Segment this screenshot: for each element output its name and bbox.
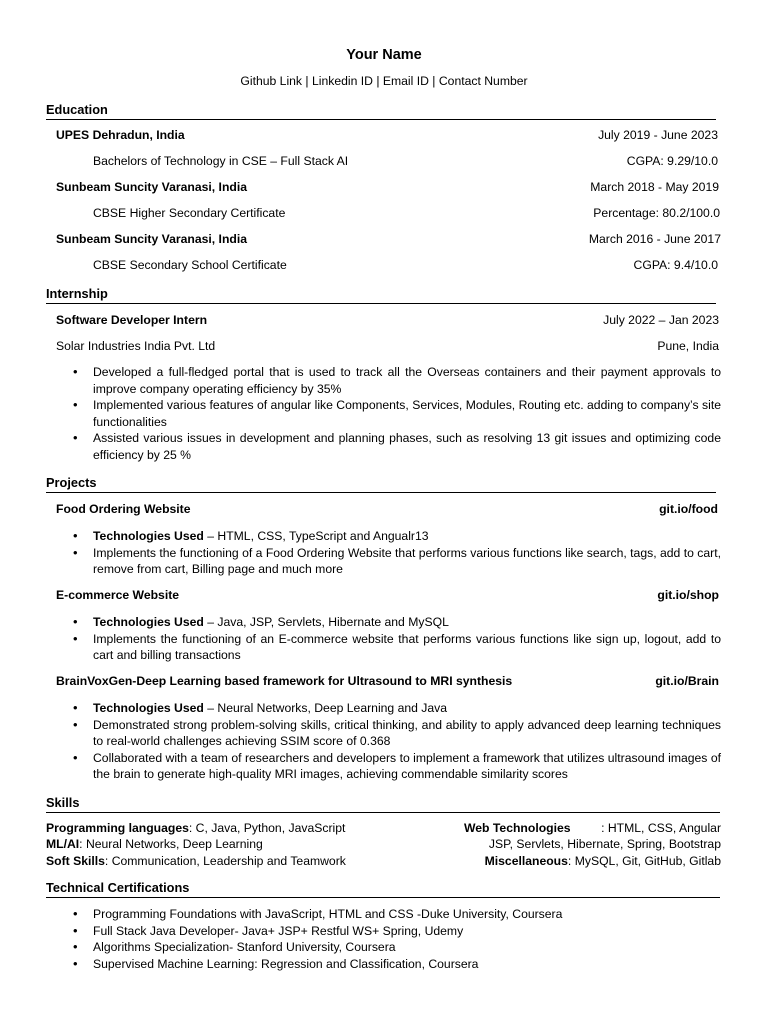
tech-label: Technologies Used — [93, 615, 204, 629]
project-link[interactable]: git.io/shop — [657, 588, 719, 602]
skill-value: : MySQL, Git, GitHub, Gitlab — [567, 854, 721, 868]
list-item — [93, 614, 721, 631]
list-item: • Supervised Machine Learning: Regression and Classification, Coursera — [93, 956, 721, 973]
list-item: • Algorithms Specialization- Stanford University, Coursera — [93, 939, 721, 956]
internship-location: Pune, India — [657, 339, 719, 353]
degree: CBSE Secondary School Certificate — [93, 258, 287, 272]
tech-list: – HTML, CSS, TypeScript and Angualr13 — [203, 529, 429, 543]
tech-label: Technologies Used — [93, 529, 204, 543]
education-row — [56, 179, 719, 196]
internship-section-header — [46, 286, 716, 304]
project-name: E-commerce Website — [56, 588, 180, 602]
skill-soft — [46, 853, 346, 870]
list-item: • Assisted various issues in development and planning phases, such as resolving 13 git issues and optimizing code efficiency by 25 % — [93, 430, 721, 463]
skill-label: Programming languages — [46, 821, 189, 835]
project-title-row — [56, 673, 719, 690]
certification-bullets — [93, 906, 721, 972]
section-divider — [46, 492, 716, 493]
section-divider — [46, 897, 720, 898]
school-name: UPES Dehradun, India — [56, 128, 185, 142]
education-detail-row — [93, 205, 720, 222]
skill-label: Web Technologies — [464, 821, 571, 835]
list-item: • Collaborated with a team of researchers and developers to implement a framework that utilizes ultrasound images of the brain to generate high-quality MRI images, achieving commendable similarity scores — [93, 750, 721, 783]
project-name: BrainVoxGen-Deep Learning based framework for Ultrasound to MRI synthesis — [56, 674, 513, 688]
skill-programming — [46, 820, 345, 837]
projects-section-header — [46, 475, 716, 493]
skill-label: Miscellaneous — [484, 854, 568, 868]
section-divider — [46, 303, 716, 304]
project-bullets — [93, 528, 721, 578]
education-title: Education — [46, 102, 108, 117]
education-section-header — [46, 102, 716, 120]
list-item: • Implements the functioning of a Food Ordering Website that performs various functions like search, tags, add to cart, remove from cart, Billing page and much more — [93, 545, 721, 578]
school-name: Sunbeam Suncity Varanasi, India — [56, 232, 248, 246]
tech-list: – Neural Networks, Deep Learning and Java — [203, 701, 448, 715]
school-name: Sunbeam Suncity Varanasi, India — [56, 180, 248, 194]
education-dates: July 2019 - June 2023 — [598, 128, 718, 142]
internship-company-row — [56, 338, 719, 355]
skill-mlai — [46, 836, 263, 853]
skill-web-continued: JSP, Servlets, Hibernate, Spring, Bootstrap — [488, 837, 721, 851]
education-score: Percentage: 80.2/100.0 — [593, 206, 720, 220]
candidate-name: Your Name — [346, 47, 422, 63]
skill-value: : C, Java, Python, JavaScript — [188, 821, 346, 835]
list-item — [93, 528, 721, 545]
list-item: • Implemented various features of angular like Components, Services, Modules, Routing etc. adding to company’s site functionalities — [93, 397, 721, 430]
list-item: • Implements the functioning of an E-commerce website that performs various functions like sign up, logout, add to cart and billing transactions — [93, 631, 721, 664]
degree: Bachelors of Technology in CSE – Full Stack AI — [93, 154, 349, 168]
list-item: • Demonstrated strong problem-solving skills, critical thinking, and ability to apply advanced deep learning techniques to real-world challenges achieving SSIM score of 0.368 — [93, 717, 721, 750]
education-dates: March 2016 - June 2017 — [588, 232, 721, 246]
education-row — [56, 127, 718, 144]
section-divider — [46, 119, 716, 120]
education-score: CGPA: 9.4/10.0 — [633, 258, 718, 272]
list-item: • Full Stack Java Developer- Java+ JSP+ Restful WS+ Spring, Udemy — [93, 923, 721, 940]
education-dates: March 2018 - May 2019 — [590, 180, 719, 194]
project-title-row — [56, 587, 719, 604]
skills-section-header — [46, 795, 720, 813]
project-bullets — [93, 700, 721, 783]
degree: CBSE Higher Secondary Certificate — [93, 206, 286, 220]
skill-label: ML/AI — [46, 837, 80, 851]
list-item: • Developed a full-fledged portal that is used to track all the Overseas containers and their payment approvals to improve company operating efficiency by 35% — [93, 364, 721, 397]
certifications-title: Technical Certifications — [46, 880, 190, 895]
projects-title: Projects — [46, 475, 97, 490]
project-bullets — [93, 614, 721, 664]
list-item — [93, 700, 721, 717]
skill-web — [464, 820, 721, 837]
skill-label: Soft Skills — [46, 854, 105, 868]
education-row — [56, 231, 721, 248]
internship-title: Internship — [46, 286, 108, 301]
project-name: Food Ordering Website — [56, 502, 191, 516]
skills-title: Skills — [46, 795, 80, 810]
certifications-section-header — [46, 880, 720, 898]
education-detail-row — [93, 153, 718, 170]
internship-dates: July 2022 – Jan 2023 — [603, 313, 719, 327]
project-link[interactable]: git.io/Brain — [655, 674, 719, 688]
education-score: CGPA: 9.29/10.0 — [626, 154, 718, 168]
education-detail-row — [93, 257, 718, 274]
tech-label: Technologies Used — [93, 701, 204, 715]
internship-role: Software Developer Intern — [56, 313, 208, 327]
skill-misc — [485, 853, 721, 870]
project-link[interactable]: git.io/food — [659, 502, 718, 516]
skill-value: : Neural Networks, Deep Learning — [79, 837, 263, 851]
project-title-row — [56, 501, 718, 518]
internship-role-row — [56, 312, 719, 329]
tech-list: – Java, JSP, Servlets, Hibernate and MySQL — [203, 615, 449, 629]
internship-company: Solar Industries India Pvt. Ltd — [56, 339, 216, 353]
skill-value: : HTML, CSS, Angular — [601, 821, 721, 835]
internship-bullets — [93, 364, 721, 464]
skill-value: : Communication, Leadership and Teamwork — [104, 854, 346, 868]
contact-line: Github Link | Linkedin ID | Email ID | Contact Number — [240, 74, 528, 88]
section-divider — [46, 812, 720, 813]
list-item: • Programming Foundations with JavaScript, HTML and CSS -Duke University, Coursera — [93, 906, 721, 923]
